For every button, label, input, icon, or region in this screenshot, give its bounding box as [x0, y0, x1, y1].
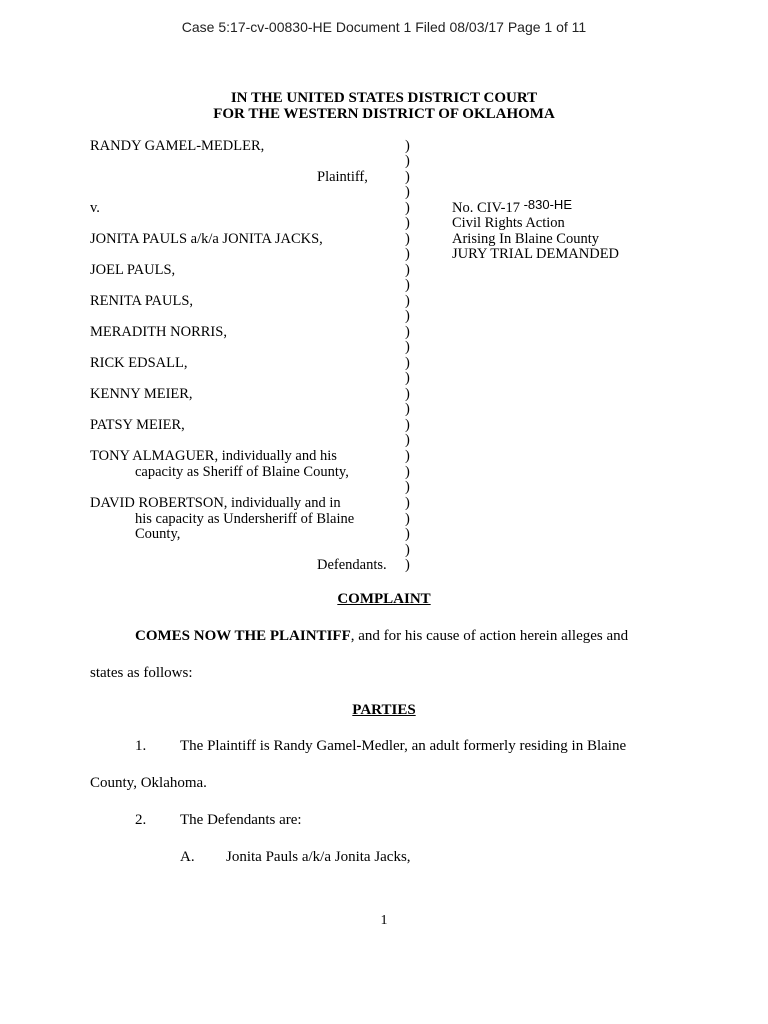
case-action: Civil Rights Action: [452, 215, 565, 231]
defendant-name: KENNY MEIER,: [90, 386, 193, 402]
para2-number: 2.: [135, 812, 147, 828]
caption-paren: ): [405, 293, 410, 309]
case-number-suffix: -830-HE: [523, 197, 572, 212]
intro-line1: [135, 628, 628, 645]
defendant-name: JONITA PAULS a/k/a JONITA JACKS,: [90, 231, 323, 247]
case-county: Arising In Blaine County: [452, 231, 600, 247]
case-header-stamp: Case 5:17-cv-00830-HE Document 1 Filed 08/03/17 Page 1 of 11: [181, 19, 587, 35]
caption-paren: ): [405, 448, 410, 464]
case-number-prefix: No. CIV-17: [452, 200, 520, 216]
caption-paren: ): [405, 246, 410, 262]
defendant-name: RICK EDSALL,: [90, 355, 188, 371]
parties-heading: PARTIES: [352, 702, 416, 718]
para1-text: The Plaintiff is Randy Gamel-Medler, an adult formerly residing in Blaine: [180, 738, 627, 754]
jury-demand: JURY TRIAL DEMANDED: [452, 246, 620, 262]
defendant-name: MERADITH NORRIS,: [90, 324, 227, 340]
court-title-line1: IN THE UNITED STATES DISTRICT COURT: [230, 90, 538, 106]
page-number: 1: [380, 913, 388, 928]
court-title-line2: FOR THE WESTERN DISTRICT OF OKLAHOMA: [213, 106, 555, 122]
caption-paren: ): [405, 511, 410, 527]
defendant-almaguer-line1: TONY ALMAGUER, individually and his: [90, 448, 337, 464]
caption-paren: ): [405, 277, 410, 293]
defendant-name: JOEL PAULS,: [90, 262, 176, 278]
para1-number: 1.: [135, 738, 147, 754]
item-a-letter: A.: [180, 849, 195, 865]
caption-paren: ): [405, 153, 410, 169]
caption-paren: ): [405, 339, 410, 355]
defendant-robertson-line1: DAVID ROBERTSON, individually and in: [90, 495, 341, 511]
caption-paren: ): [405, 542, 410, 558]
caption-paren: ): [405, 262, 410, 278]
defendant-name: RENITA PAULS,: [90, 293, 194, 309]
caption-paren: ): [405, 432, 410, 448]
caption-paren: ): [405, 495, 410, 511]
caption-paren: ): [405, 184, 410, 200]
caption-paren: ): [405, 138, 410, 154]
caption-paren: ): [405, 169, 410, 185]
para1-line2: County, Oklahoma.: [90, 775, 207, 791]
caption-paren: ): [405, 526, 410, 542]
caption-paren: ): [405, 401, 410, 417]
caption-paren: ): [405, 479, 410, 495]
intro-bold: COMES NOW THE PLAINTIFF: [135, 628, 351, 644]
defendant-almaguer-line2: capacity as Sheriff of Blaine County,: [135, 464, 349, 480]
versus-label: v.: [90, 200, 100, 216]
caption-paren: ): [405, 386, 410, 402]
complaint-heading: COMPLAINT: [337, 591, 431, 607]
caption-paren: ): [405, 200, 410, 216]
defendants-label: Defendants.: [317, 557, 387, 573]
caption-paren: ): [405, 324, 410, 340]
caption-paren: ): [405, 370, 410, 386]
plaintiff-label: Plaintiff,: [317, 169, 368, 185]
caption-paren: ): [405, 215, 410, 231]
intro-line2: states as follows:: [90, 665, 193, 681]
defendant-name: PATSY MEIER,: [90, 417, 185, 433]
caption-paren: ): [405, 417, 410, 433]
item-a-text: Jonita Pauls a/k/a Jonita Jacks,: [226, 849, 411, 865]
caption-paren: ): [405, 308, 410, 324]
plaintiff-name: RANDY GAMEL-MEDLER,: [90, 138, 265, 154]
para2-text: The Defendants are:: [180, 812, 302, 828]
defendant-robertson-line3: County,: [135, 526, 181, 542]
caption-paren: ): [405, 231, 410, 247]
caption-paren: ): [405, 355, 410, 371]
caption-paren: ): [405, 464, 410, 480]
caption-paren: ): [405, 557, 410, 573]
defendant-robertson-line2: his capacity as Undersheriff of Blaine: [135, 511, 355, 527]
intro-rest: , and for his cause of action herein alleges and: [350, 628, 629, 644]
